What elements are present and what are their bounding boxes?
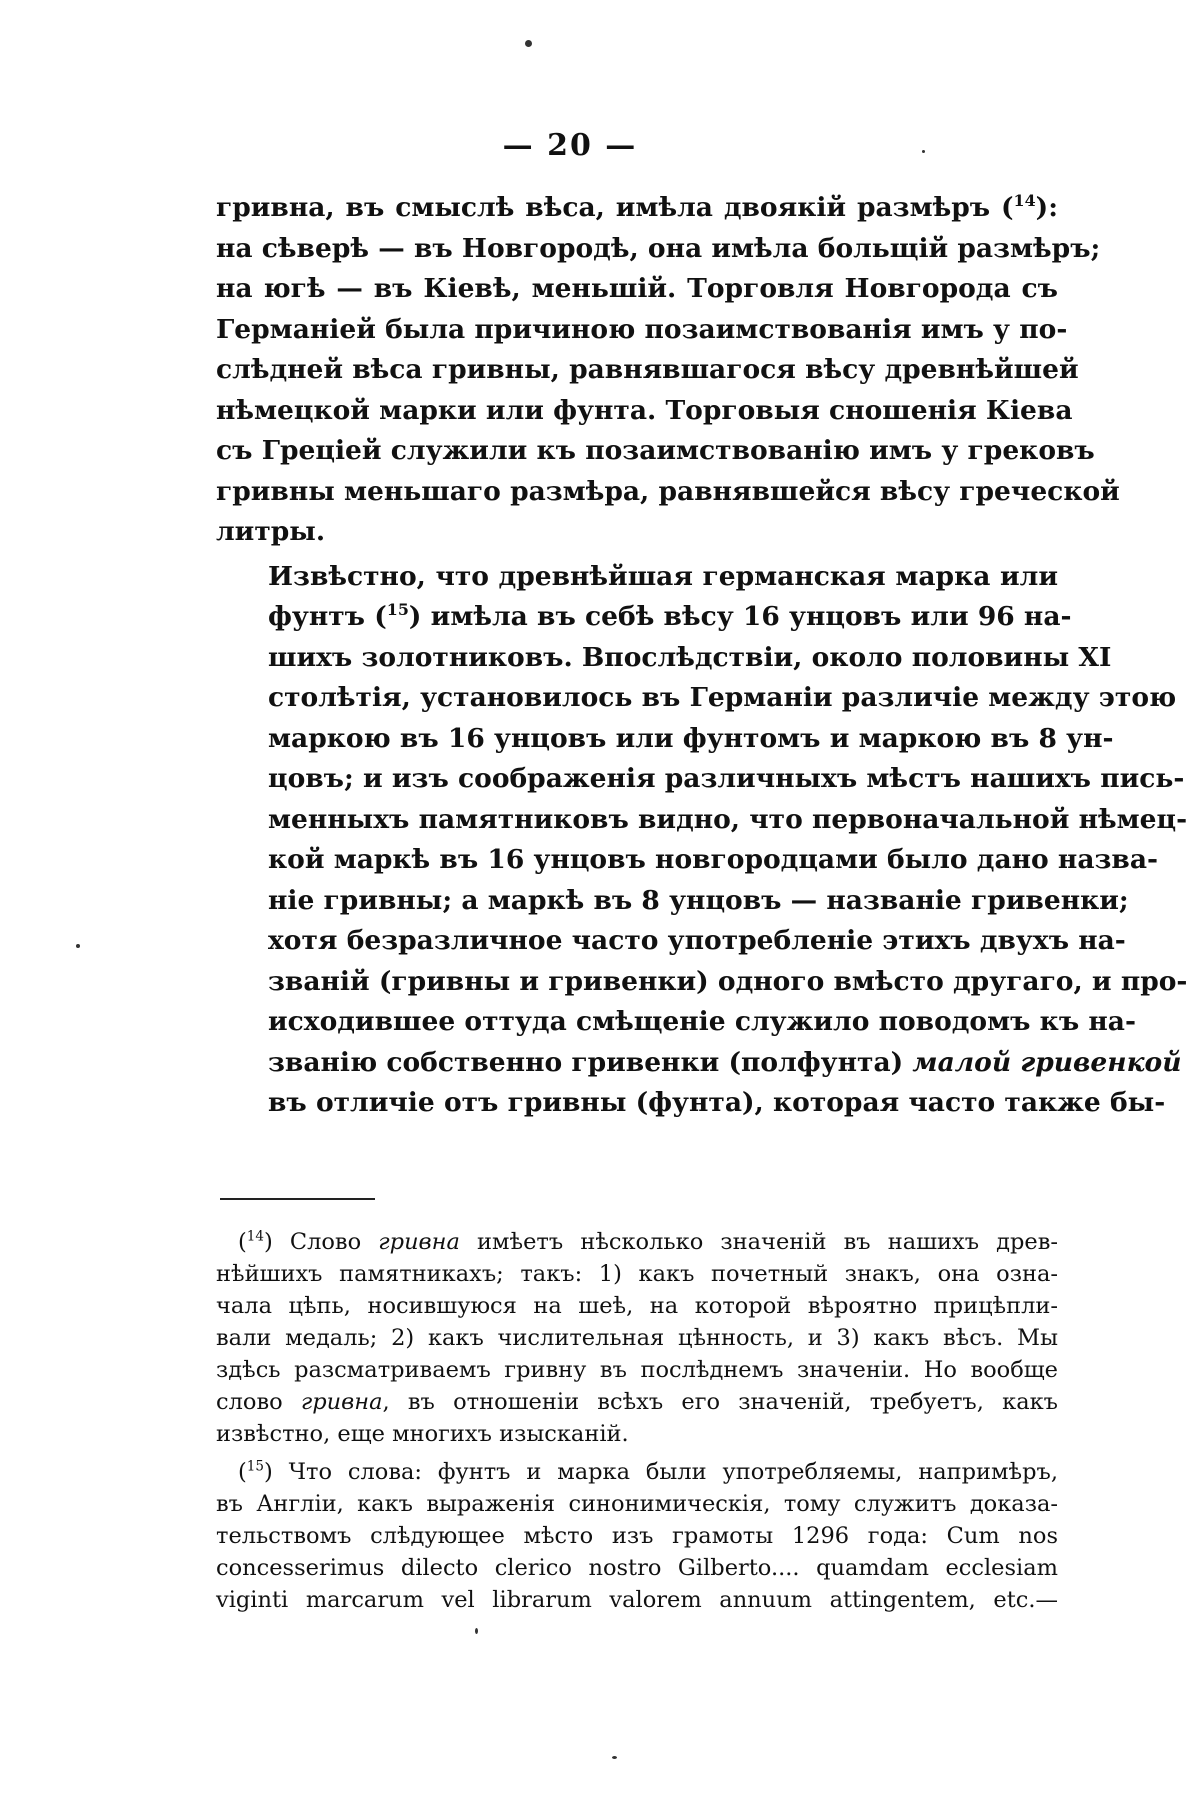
paragraph-1 (216, 188, 1120, 553)
page-number: — 20 — (502, 128, 638, 163)
text-line (216, 1043, 1182, 1084)
text-line: литры. (216, 516, 326, 547)
text-line (216, 1386, 1058, 1418)
text-fragment: ) имѣла въ себѣ вѣсу 16 унцовъ или 96 на- (408, 601, 1072, 632)
text-fragment: слово (216, 1389, 301, 1415)
text-line: тельствомъ слѣдующее мѣсто изъ грамоты 1296 года: Cum nos (216, 1523, 1058, 1549)
text-line: ніе гривны; а маркѣ въ 8 унцовъ — названіе гривенки; (268, 884, 1129, 916)
text-fragment: гривна, въ смыслѣ вѣса, имѣла двоякій размѣръ ( (216, 192, 1014, 223)
text-line: Германіей была причиною позаимствованія имъ у по- (216, 313, 1068, 345)
text-fragment: фунтъ ( (268, 601, 387, 632)
text-fragment: , въ отношеніи всѣхъ его значеній, требуетъ, какъ (382, 1389, 1058, 1415)
footnote-14 (216, 1226, 1058, 1450)
text-line (216, 1226, 1058, 1258)
text-line: слѣдней вѣса гривны, равнявшагося вѣсу древнѣйшей (216, 354, 1079, 385)
text-line: concesserimus dilecto clerico nostro Gilberto.... quamdam ecclesiam (216, 1555, 1058, 1581)
text-line: столѣтія, установилось въ Германіи различіе между этою (268, 682, 1177, 713)
text-line: исходившее оттуда смѣщеніе служило поводомъ къ на- (268, 1006, 1136, 1037)
ink-speck (612, 1756, 617, 1759)
footnote-separator (220, 1198, 375, 1200)
text-line: кой маркѣ въ 16 унцовъ новгородцами было дано назва- (268, 844, 1158, 875)
footnotes (216, 1226, 1058, 1622)
text-line: viginti marcarum vel librarum valorem annuum attingentem, etc.— (216, 1587, 1058, 1613)
main-text (216, 188, 1187, 1124)
footnote-number: 15 (246, 1458, 264, 1475)
footnote-mark: ( (238, 1459, 247, 1485)
italic-word: гривна (300, 1389, 383, 1415)
text-line: шихъ золотниковъ. Впослѣдствіи, около половины XI (268, 641, 1112, 673)
text-line: хотя безразличное часто употребленіе этихъ двухъ на- (268, 925, 1126, 956)
text-line: менныхъ памятниковъ видно, что первоначальной нѣмец- (268, 803, 1187, 835)
footnote-mark: ( (238, 1229, 247, 1255)
text-line: на сѣверѣ — въ Новгородѣ, она имѣла больщій размѣръ; (216, 232, 1101, 264)
text-line: на югѣ — въ Кіевѣ, меньшій. Торговля Новгорода съ (216, 273, 1058, 304)
text-line (216, 1456, 1058, 1488)
text-line: цовъ; и изъ соображенія различныхъ мѣстъ нашихъ пись- (268, 763, 1185, 794)
italic-phrase: малой гривенкой (912, 1046, 1182, 1078)
ink-speck (922, 150, 925, 153)
text-fragment: званію собственно гривенки (полфунта) (268, 1046, 913, 1078)
text-line: съ Греціей служили къ позаимствованію имъ у грековъ (216, 435, 1095, 466)
text-line (216, 188, 1058, 229)
text-line (216, 597, 1072, 638)
text-fragment: ): (1035, 192, 1058, 223)
text-line: гривны меньшаго размѣра, равнявшейся вѣсу греческой (216, 475, 1120, 507)
text-fragment: ) Слово (263, 1229, 379, 1255)
text-line: въ Англіи, какъ выраженія синонимическія, тому служитъ доказа- (216, 1491, 1058, 1517)
text-line: маркою въ 16 унцовъ или фунтомъ и маркою въ 8 ун- (268, 722, 1114, 754)
text-line: званій (гривны и гривенки) одного вмѣсто другаго, и про- (268, 965, 1187, 997)
text-line: вали медаль; 2) какъ числительная цѣнность, и 3) какъ вѣсъ. Мы (216, 1325, 1058, 1351)
paragraph-2 (216, 557, 1187, 1124)
text-line: нѣмецкой марки или фунта. Торговыя сношенія Кіева (216, 394, 1073, 426)
text-line: въ отличіе отъ гривны (фунта), которая часто также бы- (268, 1087, 1166, 1118)
italic-word: гривна (378, 1229, 460, 1255)
text-line: чала цѣпь, носившуюся на шеѣ, на которой вѣроятно прицѣпли- (216, 1293, 1058, 1319)
footnote-ref-14[interactable]: 14 (1013, 191, 1036, 211)
footnote-number: 14 (246, 1228, 264, 1245)
text-fragment: ) (263, 1459, 289, 1485)
footnote-ref-15[interactable]: 15 (386, 600, 409, 620)
text-line: здѣсь разсматриваемъ гривну въ послѣднемъ значеніи. Но вообще (216, 1357, 1058, 1383)
ink-speck (76, 944, 80, 948)
ink-speck (475, 1628, 478, 1634)
footnote-15 (216, 1456, 1058, 1616)
ink-speck (525, 40, 532, 47)
text-line: нѣйшихъ памятникахъ; такъ: 1) какъ почетный знакъ, она озна- (216, 1261, 1058, 1287)
text-fragment: Что слова: фунтъ и марка были употребляемы, напримѣръ, (288, 1459, 1058, 1485)
text-line: Извѣстно, что древнѣйшая германская марка или (268, 560, 1058, 592)
text-line: извѣстно, еще многихъ изысканій. (216, 1421, 629, 1447)
text-fragment: имѣетъ нѣсколько значеній въ нашихъ древ- (459, 1229, 1058, 1255)
